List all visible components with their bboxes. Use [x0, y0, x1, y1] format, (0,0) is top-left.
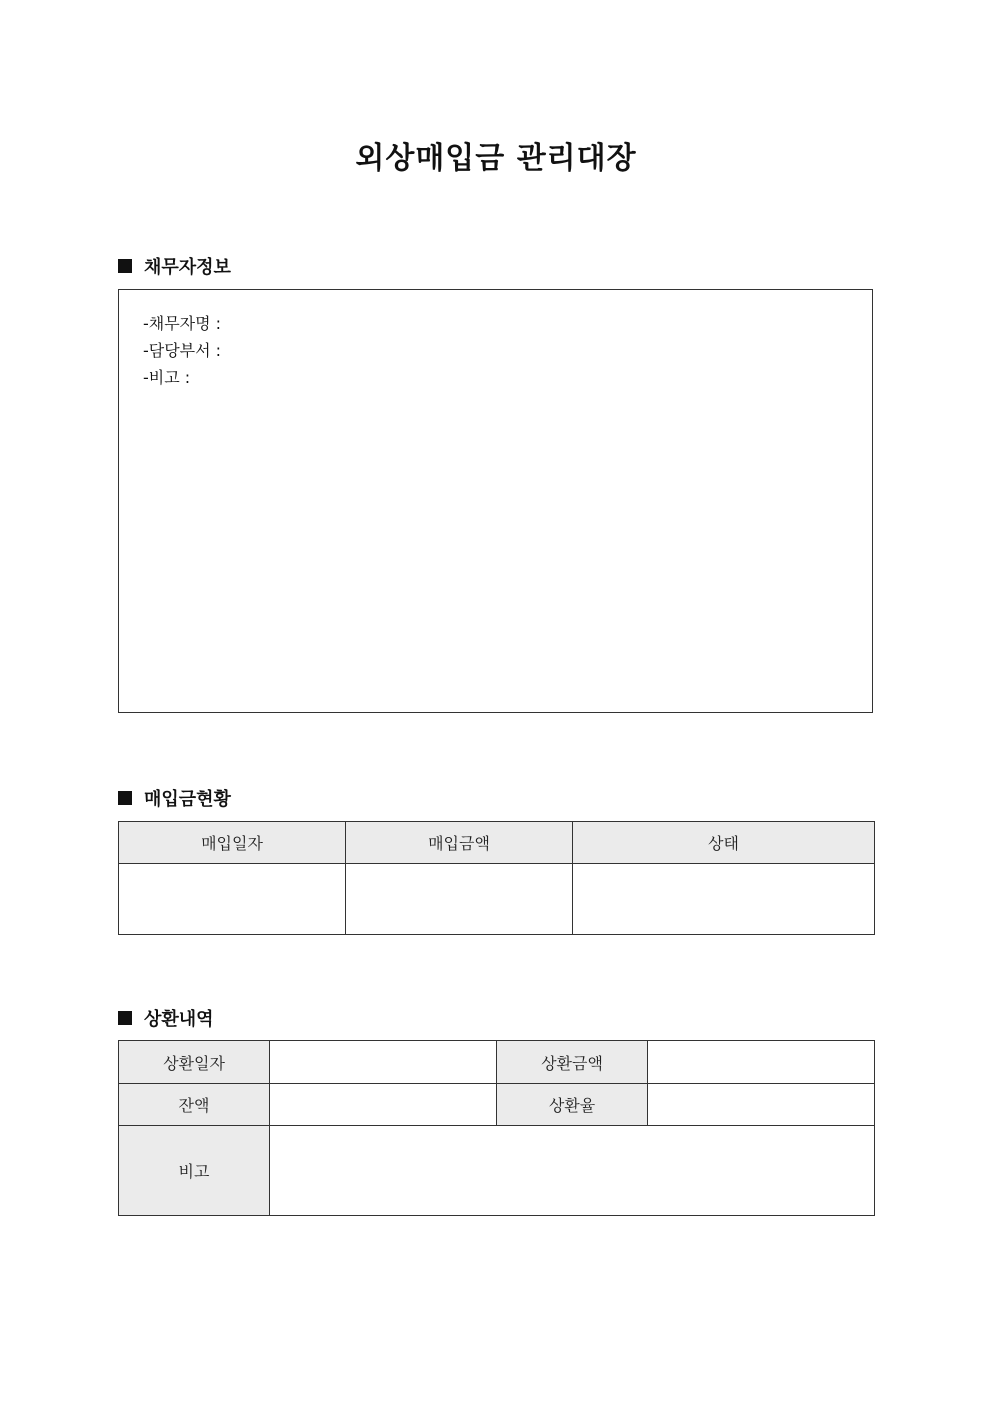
- section-heading-purchase-label: 매입금현황: [144, 789, 231, 810]
- repayment-rate-label: 상환율: [497, 1084, 648, 1126]
- debtor-info-box[interactable]: [118, 289, 873, 713]
- table-row: [119, 1126, 875, 1216]
- repayment-amount-label: 상환금액: [497, 1041, 648, 1084]
- page-title: 외상매입금 관리대장: [355, 141, 637, 176]
- section-heading-debtor-label: 채무자정보: [144, 257, 231, 278]
- status-cell[interactable]: [573, 864, 875, 935]
- table-row: [119, 1041, 875, 1084]
- square-bullet-icon: [118, 1011, 132, 1025]
- repayment-date-label: 상환일자: [119, 1041, 270, 1084]
- section-heading-debtor: [118, 253, 231, 279]
- remarks-line: -비고 :: [143, 368, 191, 387]
- square-bullet-icon: [118, 791, 132, 805]
- debtor-name-line: -채무자명 :: [143, 314, 222, 333]
- note-cell[interactable]: [270, 1126, 875, 1216]
- col-status: 상태: [573, 822, 875, 864]
- repayment-amount-cell[interactable]: [648, 1041, 875, 1084]
- repayment-rate-cell[interactable]: [648, 1084, 875, 1126]
- balance-cell[interactable]: [270, 1084, 497, 1126]
- square-bullet-icon: [118, 259, 132, 273]
- section-heading-purchase: [118, 785, 231, 811]
- section-heading-repayment: [118, 1005, 214, 1031]
- note-label: 비고: [119, 1126, 270, 1216]
- repayment-date-cell[interactable]: [270, 1041, 497, 1084]
- col-purchase-amount: 매입금액: [346, 822, 573, 864]
- col-purchase-date: 매입일자: [119, 822, 346, 864]
- repayment-table: [118, 1040, 875, 1216]
- table-row: [119, 864, 875, 935]
- table-row: [119, 1084, 875, 1126]
- purchase-amount-cell[interactable]: [346, 864, 573, 935]
- purchase-header-row: [119, 822, 875, 864]
- section-heading-repayment-label: 상환내역: [144, 1009, 214, 1030]
- purchase-table: [118, 821, 875, 935]
- balance-label: 잔액: [119, 1084, 270, 1126]
- department-line: -담당부서 :: [143, 341, 222, 360]
- purchase-date-cell[interactable]: [119, 864, 346, 935]
